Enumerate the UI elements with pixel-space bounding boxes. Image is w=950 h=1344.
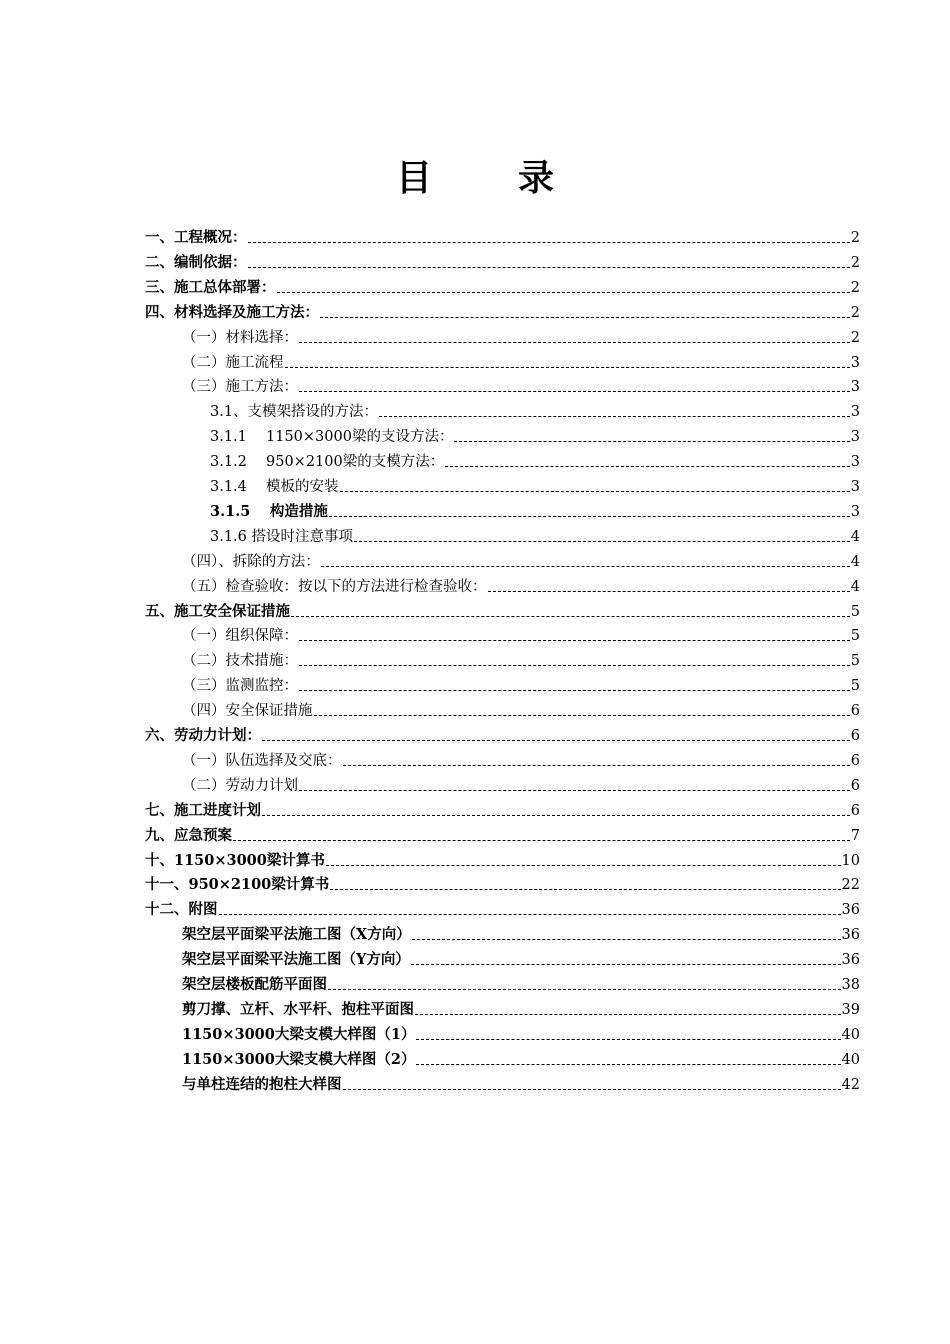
toc-title — [0, 150, 950, 201]
toc-entry[interactable] — [182, 350, 860, 372]
toc-entry[interactable] — [182, 698, 860, 720]
toc-entry-label: （一）组织保障： — [182, 628, 298, 644]
toc-dot-leader — [445, 465, 850, 467]
toc-page-number: 3 — [850, 404, 860, 420]
toc-dot-leader — [340, 490, 850, 492]
toc-dot-leader — [343, 1088, 841, 1090]
toc-entry-label: 四、材料选择及施工方法： — [145, 304, 319, 321]
toc-entry[interactable] — [145, 275, 860, 297]
toc-entry[interactable] — [145, 872, 860, 894]
toc-dot-leader — [320, 316, 850, 318]
title-char-2: 录 — [518, 157, 555, 199]
toc-entry[interactable] — [182, 997, 860, 1019]
title-char-1: 目 — [395, 157, 432, 199]
toc-page-number: 4 — [850, 529, 860, 545]
toc-entry[interactable] — [145, 599, 860, 621]
toc-entry-label: （一）材料选择： — [182, 330, 298, 346]
toc-dot-leader — [321, 565, 850, 567]
toc-entry-label: 剪刀撑、立杆、水平杆、抱柱平面图 — [182, 1001, 414, 1018]
toc-page-number: 42 — [841, 1077, 860, 1093]
toc-page-number: 4 — [850, 554, 860, 570]
toc-page-number: 3 — [850, 379, 860, 395]
toc-page-number: 2 — [850, 305, 860, 321]
toc-dot-leader — [415, 1013, 841, 1015]
toc-dot-leader — [291, 615, 850, 617]
toc-dot-leader — [488, 590, 850, 592]
toc-entry[interactable] — [182, 374, 860, 396]
toc-page-number: 6 — [850, 728, 860, 744]
toc-dot-leader — [299, 789, 850, 791]
toc-page-number: 40 — [841, 1052, 860, 1068]
toc-dot-leader — [416, 1038, 840, 1040]
toc-page-number: 2 — [850, 230, 860, 246]
toc-dot-leader — [299, 390, 850, 392]
toc-dot-leader — [379, 415, 850, 417]
toc-entry[interactable] — [182, 947, 860, 969]
toc-page-number: 39 — [841, 1002, 860, 1018]
toc-entry[interactable] — [145, 848, 860, 870]
toc-entry-label: 与单柱连结的抱柱大样图 — [182, 1076, 342, 1093]
toc-entry[interactable] — [145, 897, 860, 919]
toc-entry[interactable] — [210, 474, 860, 496]
toc-dot-leader — [454, 440, 849, 442]
toc-entry[interactable] — [182, 748, 860, 770]
toc-entry-label: 3.1.6 搭设时注意事项 — [210, 529, 354, 545]
toc-dot-leader — [329, 515, 850, 517]
toc-page-number: 7 — [850, 828, 860, 844]
toc-entry-label: （二）技术措施： — [182, 653, 298, 669]
toc-entry[interactable] — [182, 1047, 860, 1069]
toc-page-number: 6 — [850, 803, 860, 819]
toc-dot-leader — [299, 341, 850, 343]
toc-dot-leader — [416, 1063, 840, 1065]
toc-page-number: 3 — [850, 504, 860, 520]
toc-entry-label: 架空层楼板配筋平面图 — [182, 976, 327, 993]
toc-entry[interactable] — [145, 823, 860, 845]
toc-dot-leader — [262, 739, 850, 741]
toc-page-number: 5 — [850, 678, 860, 694]
toc-dot-leader — [285, 366, 850, 368]
toc-entry-label: （一）队伍选择及交底： — [182, 753, 342, 769]
toc-dot-leader — [330, 888, 840, 890]
toc-entry-label: （五）检查验收：按以下的方法进行检查验收： — [182, 579, 487, 595]
toc-entry-label: 一、工程概况： — [145, 229, 247, 246]
toc-dot-leader — [299, 639, 850, 641]
toc-entry[interactable] — [210, 524, 860, 546]
toc-dot-leader — [277, 291, 850, 293]
toc-entry-label: 3.1.5 构造措施 — [210, 503, 328, 520]
toc-page-number: 6 — [850, 703, 860, 719]
toc-page-number: 2 — [850, 255, 860, 271]
toc-entry[interactable] — [182, 648, 860, 670]
toc-dot-leader — [262, 814, 850, 816]
toc-page-number: 5 — [850, 653, 860, 669]
toc-page-number: 36 — [841, 952, 860, 968]
toc-dot-leader — [328, 988, 841, 990]
toc-entry[interactable] — [182, 1022, 860, 1044]
toc-dot-leader — [343, 764, 850, 766]
toc-page-number: 3 — [850, 454, 860, 470]
toc-entry[interactable] — [210, 424, 860, 446]
toc-page-number: 4 — [850, 579, 860, 595]
toc-page-number: 40 — [841, 1027, 860, 1043]
toc-page-number: 5 — [850, 604, 860, 620]
toc-page-number: 38 — [841, 977, 860, 993]
toc-dot-leader — [354, 540, 850, 542]
toc-entry[interactable] — [182, 773, 860, 795]
toc-entry-label: （四）、拆除的方法： — [182, 554, 320, 570]
toc-dot-leader — [411, 963, 841, 965]
toc-dot-leader — [248, 241, 850, 243]
toc-entry-label: 1150×3000大梁支模大样图（1） — [182, 1026, 416, 1043]
toc-page-number: 2 — [850, 330, 860, 346]
toc-dot-leader — [326, 864, 841, 866]
toc-dot-leader — [219, 913, 841, 915]
toc-dot-leader — [248, 266, 850, 268]
toc-entry-label: （四）安全保证措施 — [182, 703, 313, 719]
toc-entry[interactable] — [210, 399, 860, 421]
toc-entry[interactable] — [145, 250, 860, 272]
toc-entry[interactable] — [182, 325, 860, 347]
toc-entry-label: 二、编制依据： — [145, 254, 247, 271]
toc-entry-label: 九、应急预案 — [145, 827, 232, 844]
toc-page-number: 3 — [850, 429, 860, 445]
toc-entry[interactable] — [210, 499, 860, 521]
toc-page-number: 6 — [850, 753, 860, 769]
toc-entry-label: （二）施工流程 — [182, 355, 284, 371]
toc-entry-label: 三、施工总体部署： — [145, 279, 276, 296]
toc-entry[interactable] — [182, 574, 860, 596]
toc-page-number: 36 — [841, 902, 860, 918]
toc-entry-label: 架空层平面梁平法施工图（X方向） — [182, 926, 411, 943]
toc-dot-leader — [299, 664, 850, 666]
toc-page-number: 3 — [850, 479, 860, 495]
toc-entry-label: （三）监测监控： — [182, 678, 298, 694]
toc-entry[interactable] — [145, 798, 860, 820]
toc-dot-leader — [412, 938, 841, 940]
toc-entry-label: 七、施工进度计划 — [145, 802, 261, 819]
toc-entry[interactable] — [182, 972, 860, 994]
toc-entry-label: （二）劳动力计划 — [182, 778, 298, 794]
toc-entry[interactable] — [182, 623, 860, 645]
toc-page-number: 22 — [841, 877, 860, 893]
toc-page-number: 10 — [841, 853, 860, 869]
toc-entry-label: （三）施工方法： — [182, 379, 298, 395]
toc-entry[interactable] — [210, 449, 860, 471]
toc-page-number: 2 — [850, 280, 860, 296]
toc-entry[interactable] — [182, 549, 860, 571]
toc-entry-label: 3.1.2 950×2100梁的支模方法： — [210, 454, 445, 470]
toc-page-number: 36 — [841, 927, 860, 943]
toc-entry-label: 十一、950×2100梁计算书 — [145, 876, 330, 893]
toc-entry[interactable] — [182, 922, 860, 944]
toc-entry[interactable] — [145, 300, 860, 322]
toc-entry-label: 3.1.1 1150×3000梁的支设方法： — [210, 429, 454, 445]
toc-entry-label: 六、劳动力计划： — [145, 727, 261, 744]
toc-entry-label: 五、施工安全保证措施 — [145, 603, 290, 620]
toc-dot-leader — [233, 839, 850, 841]
toc-entry-label: 3.1.4 模板的安装 — [210, 479, 339, 495]
toc-entry-label: 十二、附图 — [145, 901, 218, 918]
toc-entry[interactable] — [182, 673, 860, 695]
toc-entry-label: 十、1150×3000梁计算书 — [145, 852, 325, 869]
toc-entry-label: 3.1、支模架搭设的方法： — [210, 404, 379, 420]
toc-page-number: 3 — [850, 355, 860, 371]
toc-dot-leader — [299, 689, 850, 691]
toc-entry-label: 架空层平面梁平法施工图（Y方向） — [182, 951, 410, 968]
toc-dot-leader — [314, 714, 850, 716]
toc-page-number: 5 — [850, 628, 860, 644]
toc-entry-label: 1150×3000大梁支模大样图（2） — [182, 1051, 416, 1068]
toc-entry[interactable] — [145, 225, 860, 247]
toc-entry[interactable] — [145, 723, 860, 745]
toc-page-number: 6 — [850, 778, 860, 794]
toc-entry[interactable] — [182, 1072, 860, 1094]
